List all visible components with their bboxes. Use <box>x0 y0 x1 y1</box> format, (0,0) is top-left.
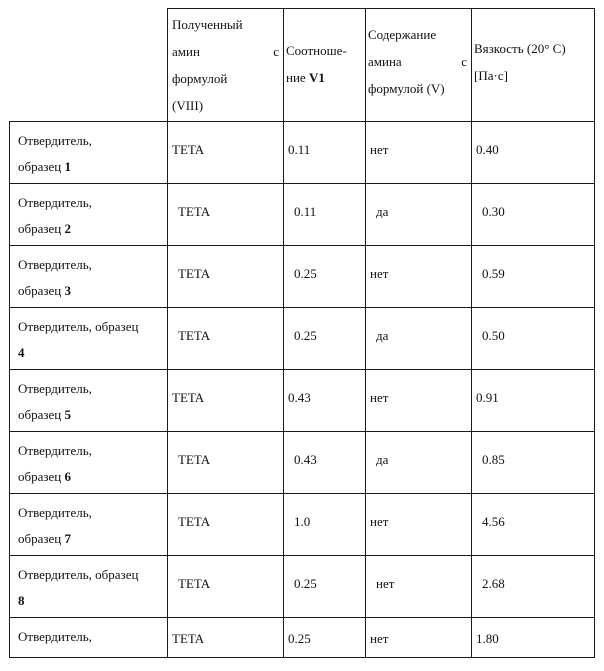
header-viscosity <box>472 9 595 122</box>
sample-name-cell <box>10 246 168 308</box>
amine-value: TETA <box>178 328 211 343</box>
header-text: с <box>273 44 279 59</box>
contains-cell <box>366 618 472 658</box>
ratio-value: 0.25 <box>294 328 317 343</box>
sample-name: образец <box>18 159 62 174</box>
amine-cell <box>168 246 284 308</box>
viscosity-cell <box>472 618 595 658</box>
ratio-value: 0.25 <box>294 576 317 591</box>
viscosity-cell <box>472 556 595 618</box>
amine-cell <box>168 370 284 432</box>
ratio-cell <box>284 618 366 658</box>
sample-name-cell <box>10 308 168 370</box>
viscosity-cell <box>472 494 595 556</box>
sample-name: Отвердитель, <box>18 505 92 520</box>
sample-name: образец <box>18 531 62 546</box>
table-row <box>10 246 595 308</box>
sample-name: Отвердитель, <box>18 629 92 644</box>
sample-number: 3 <box>64 283 71 298</box>
amine-value: TETA <box>172 142 205 157</box>
sample-number: 1 <box>64 159 71 174</box>
table-row <box>10 618 595 658</box>
table-row <box>10 370 595 432</box>
table-row <box>10 432 595 494</box>
contains-value: нет <box>370 142 389 157</box>
sample-name-cell <box>10 432 168 494</box>
viscosity-cell <box>472 184 595 246</box>
contains-value: нет <box>370 390 389 405</box>
ratio-value: 0.43 <box>288 390 311 405</box>
viscosity-cell <box>472 122 595 184</box>
amine-cell <box>168 184 284 246</box>
viscosity-cell <box>472 246 595 308</box>
data-table <box>9 8 595 658</box>
contains-cell <box>366 494 472 556</box>
ratio-value: 0.11 <box>294 204 317 219</box>
viscosity-cell <box>472 432 595 494</box>
header-text: [Па·с] <box>474 68 508 83</box>
sample-number: 8 <box>18 593 25 608</box>
viscosity-value: 0.50 <box>482 328 505 343</box>
contains-value: нет <box>376 576 395 591</box>
sample-name: Отвердитель, <box>18 381 92 396</box>
header-ratio-v1 <box>284 9 366 122</box>
table-row <box>10 184 595 246</box>
ratio-cell <box>284 432 366 494</box>
ratio-value: 0.25 <box>288 631 311 646</box>
viscosity-value: 0.30 <box>482 204 505 219</box>
contains-cell <box>366 184 472 246</box>
amine-value: TETA <box>178 266 211 281</box>
amine-cell <box>168 618 284 658</box>
amine-value: TETA <box>178 204 211 219</box>
contains-value: да <box>376 204 389 219</box>
ratio-value: 1.0 <box>294 514 311 529</box>
ratio-cell <box>284 556 366 618</box>
sample-number: 5 <box>64 407 71 422</box>
contains-cell <box>366 308 472 370</box>
sample-name: Отвердитель, образец <box>18 319 139 334</box>
header-text: формулой <box>172 71 228 86</box>
header-text: амин <box>172 44 200 59</box>
header-text: Вязкость (20° C) <box>474 41 566 56</box>
contains-value: нет <box>370 514 389 529</box>
viscosity-cell <box>472 370 595 432</box>
viscosity-value: 0.85 <box>482 452 505 467</box>
sample-name: Отвердитель, <box>18 443 92 458</box>
contains-cell <box>366 246 472 308</box>
header-amine-formula-viii <box>168 9 284 122</box>
contains-cell <box>366 556 472 618</box>
sample-name: Отвердитель, образец <box>18 567 139 582</box>
header-text: ние <box>286 70 306 85</box>
table-row <box>10 122 595 184</box>
sample-name: Отвердитель, <box>18 257 92 272</box>
header-text: Полученный <box>172 17 243 32</box>
sample-name-cell <box>10 370 168 432</box>
sample-name: образец <box>18 283 62 298</box>
viscosity-value: 0.91 <box>476 390 499 405</box>
sample-name-cell <box>10 556 168 618</box>
contains-cell <box>366 432 472 494</box>
sample-number: 2 <box>64 221 71 236</box>
sample-number: 4 <box>18 345 25 360</box>
amine-value: TETA <box>172 390 205 405</box>
ratio-cell <box>284 184 366 246</box>
ratio-cell <box>284 122 366 184</box>
table-row <box>10 494 595 556</box>
header-text: с <box>461 54 467 69</box>
sample-name: образец <box>18 469 62 484</box>
ratio-cell <box>284 370 366 432</box>
amine-cell <box>168 494 284 556</box>
sample-name: образец <box>18 221 62 236</box>
contains-value: да <box>376 452 389 467</box>
sample-number: 7 <box>64 531 71 546</box>
amine-value: TETA <box>178 514 211 529</box>
amine-value: TETA <box>178 452 211 467</box>
header-empty-cell <box>10 9 168 122</box>
sample-name-cell <box>10 494 168 556</box>
amine-cell <box>168 556 284 618</box>
viscosity-value: 2.68 <box>482 576 505 591</box>
amine-value: TETA <box>172 631 205 646</box>
header-text: (VIII) <box>172 98 204 113</box>
ratio-value: 0.43 <box>294 452 317 467</box>
sample-name-cell <box>10 122 168 184</box>
ratio-cell <box>284 246 366 308</box>
amine-cell <box>168 122 284 184</box>
ratio-cell <box>284 308 366 370</box>
ratio-cell <box>284 494 366 556</box>
sample-name-cell <box>10 618 168 658</box>
ratio-value: 0.25 <box>294 266 317 281</box>
viscosity-value: 0.40 <box>476 142 499 157</box>
viscosity-value: 1.80 <box>476 631 499 646</box>
header-text: формулой (V) <box>368 81 445 96</box>
amine-cell <box>168 432 284 494</box>
viscosity-cell <box>472 308 595 370</box>
header-row <box>10 9 595 122</box>
viscosity-value: 0.59 <box>482 266 505 281</box>
sample-name: образец <box>18 407 62 422</box>
header-text: Соотноше- <box>286 43 347 58</box>
contains-cell <box>366 370 472 432</box>
table-row <box>10 308 595 370</box>
sample-name-cell <box>10 184 168 246</box>
table-row <box>10 556 595 618</box>
contains-cell <box>366 122 472 184</box>
viscosity-value: 4.56 <box>482 514 505 529</box>
sample-name: Отвердитель, <box>18 195 92 210</box>
sample-name: Отвердитель, <box>18 133 92 148</box>
contains-value: да <box>376 328 389 343</box>
ratio-value: 0.11 <box>288 142 311 157</box>
header-text: V1 <box>308 70 325 85</box>
sample-number: 6 <box>64 469 71 484</box>
amine-cell <box>168 308 284 370</box>
contains-value: нет <box>370 266 389 281</box>
header-amine-content-v <box>366 9 472 122</box>
amine-value: TETA <box>178 576 211 591</box>
contains-value: нет <box>370 631 389 646</box>
header-text: амина <box>368 54 402 69</box>
header-text: Содержание <box>368 27 437 42</box>
